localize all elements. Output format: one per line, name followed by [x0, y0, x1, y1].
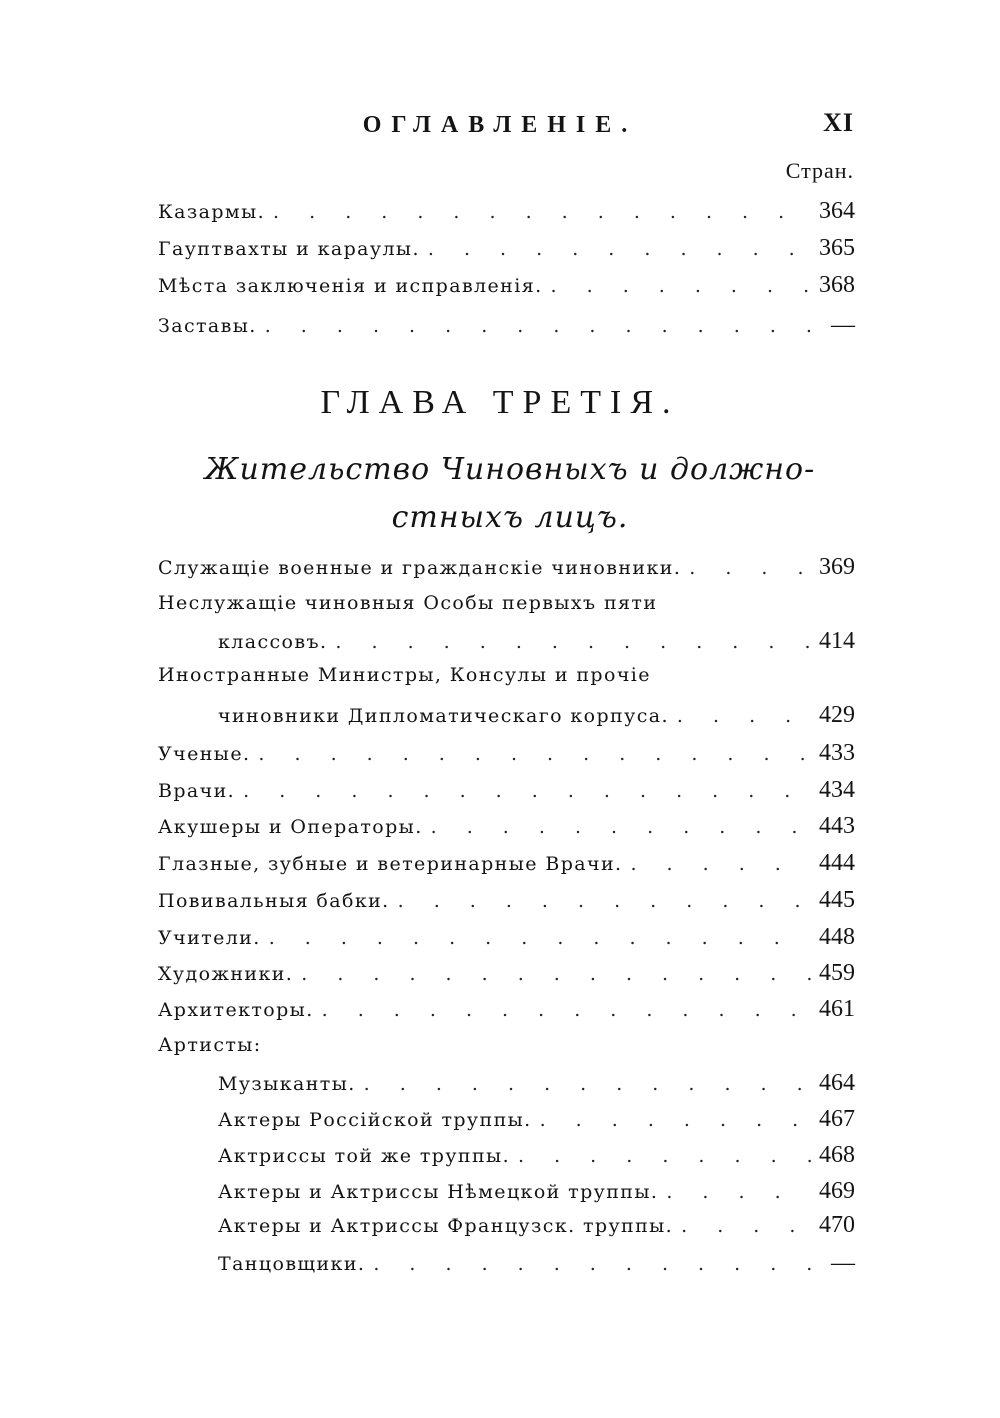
chapter-subtitle-line: Жительство Чиновныхъ и должно- [204, 452, 816, 487]
dot-leader [265, 201, 811, 223]
toc-entry-label: Глазные, зубные и ветеринарные Врачи. [158, 853, 623, 875]
toc-entry-page: 468 [819, 1142, 855, 1168]
toc-entry-label: Казармы. [158, 201, 266, 223]
toc-entry [218, 1250, 855, 1282]
toc-entry-label: Музыканты. [218, 1073, 356, 1095]
toc-entry-page: 470 [819, 1212, 855, 1238]
dot-leader [510, 1145, 811, 1167]
toc-entry [158, 554, 855, 586]
toc-entry [218, 628, 855, 660]
toc-entry-page: 369 [819, 554, 855, 580]
dot-leader [669, 705, 811, 727]
page-number: XI [823, 108, 854, 137]
chapter-title: ГЛАВА ТРЕТІЯ. [320, 384, 680, 421]
toc-entry-page: 443 [819, 813, 855, 839]
toc-entry [158, 960, 855, 992]
dot-leader [420, 238, 811, 260]
toc-entry-page: 365 [819, 235, 855, 261]
toc-entry-label: Актриссы той же труппы. [218, 1145, 511, 1167]
toc-entry-page: 434 [819, 777, 855, 803]
toc-entry [158, 924, 855, 956]
page-column-label: Стран. [785, 158, 854, 183]
toc-entry [158, 996, 855, 1028]
toc-entry-label: Акушеры и Операторы. [158, 816, 423, 838]
toc-entry-label: Танцовщики. [218, 1253, 366, 1275]
toc-entry-page: — [831, 1250, 855, 1276]
toc-entry-page: 364 [819, 198, 855, 224]
dot-leader [327, 631, 811, 653]
toc-entry-label: Заставы. [158, 315, 257, 337]
dot-leader [365, 1253, 811, 1275]
toc-entry-label: чиновники Дипломатическаго корпуса. [218, 705, 669, 727]
dot-leader [261, 927, 811, 949]
toc-entry [218, 1212, 855, 1244]
toc-entry [158, 592, 855, 624]
toc-entry-page: 459 [819, 960, 855, 986]
dot-leader [293, 963, 811, 985]
toc-entry-page: 461 [819, 996, 855, 1022]
toc-entry [158, 850, 855, 882]
toc-entry [158, 272, 855, 304]
toc-entry-page: 469 [819, 1178, 855, 1204]
toc-entry-label: Повивальныя бабки. [158, 890, 390, 912]
toc-entry [158, 235, 855, 267]
dot-leader [658, 1181, 811, 1203]
toc-entry-page: 414 [819, 628, 855, 654]
toc-entry [158, 887, 855, 919]
toc-entry [218, 1106, 855, 1138]
toc-section-heading [158, 1034, 855, 1066]
chapter-subtitle [150, 446, 870, 542]
dot-leader [673, 1215, 811, 1237]
toc-entry-page: 464 [819, 1070, 855, 1096]
dot-leader [314, 999, 811, 1021]
toc-entry [158, 312, 855, 344]
toc-entry-label: Актеры и Актриссы Нѣмецкой труппы. [218, 1181, 659, 1203]
toc-entry [158, 198, 855, 230]
toc-entry-label: Ученые. [158, 743, 251, 765]
toc-entry-page: 429 [819, 702, 855, 728]
dot-leader [235, 780, 811, 802]
dot-leader [622, 853, 811, 875]
toc-entry-label: Гауптвахты и караулы. [158, 238, 420, 260]
toc-entry [158, 777, 855, 809]
toc-entry-page: 445 [819, 887, 855, 913]
dot-leader [681, 557, 811, 579]
toc-entry-page: 444 [819, 850, 855, 876]
toc-entry-label: Артисты: [158, 1034, 262, 1056]
dot-leader [423, 816, 811, 838]
toc-entry-label: Мѣста заключенія и исправленія. [158, 275, 543, 297]
chapter-subtitle-line: стныхъ лицъ. [391, 500, 629, 535]
dot-leader [250, 743, 811, 765]
toc-entry [218, 1142, 855, 1174]
toc-entry [158, 740, 855, 772]
toc-entry-label: Художники. [158, 963, 294, 985]
toc-entry-label: Служащіе военные и гражданскіе чиновники. [158, 557, 682, 579]
toc-entry [218, 702, 855, 734]
dot-leader [390, 890, 811, 912]
toc-entry-page: 368 [819, 272, 855, 298]
toc-entry-page: — [831, 312, 855, 338]
toc-entry [218, 1178, 855, 1210]
toc-entry [218, 1070, 855, 1102]
toc-entry-label: Учители. [158, 927, 261, 949]
dot-leader [257, 315, 811, 337]
toc-entry-label: Актеры Россійской труппы. [218, 1109, 532, 1131]
toc-entry-label: Актеры и Актриссы Французск. труппы. [218, 1215, 674, 1237]
dot-leader [543, 275, 811, 297]
toc-entry-label: Неслужащіе чиновныя Особы первыхъ пяти [158, 592, 658, 614]
toc-entry-page: 433 [819, 740, 855, 766]
toc-entry [158, 664, 855, 696]
toc-entry-label: Врачи. [158, 780, 236, 802]
toc-entry-label: Иностранные Министры, Консулы и прочіе [158, 664, 651, 686]
toc-entry [158, 813, 855, 845]
toc-entry-page: 448 [819, 924, 855, 950]
running-header-title: ОГЛАВЛЕНІЕ. [362, 112, 638, 138]
toc-entry-label: классовъ. [218, 631, 328, 653]
toc-entry-page: 467 [819, 1106, 855, 1132]
dot-leader [532, 1109, 811, 1131]
toc-entry-label: Архитекторы. [158, 999, 314, 1021]
dot-leader [356, 1073, 811, 1095]
